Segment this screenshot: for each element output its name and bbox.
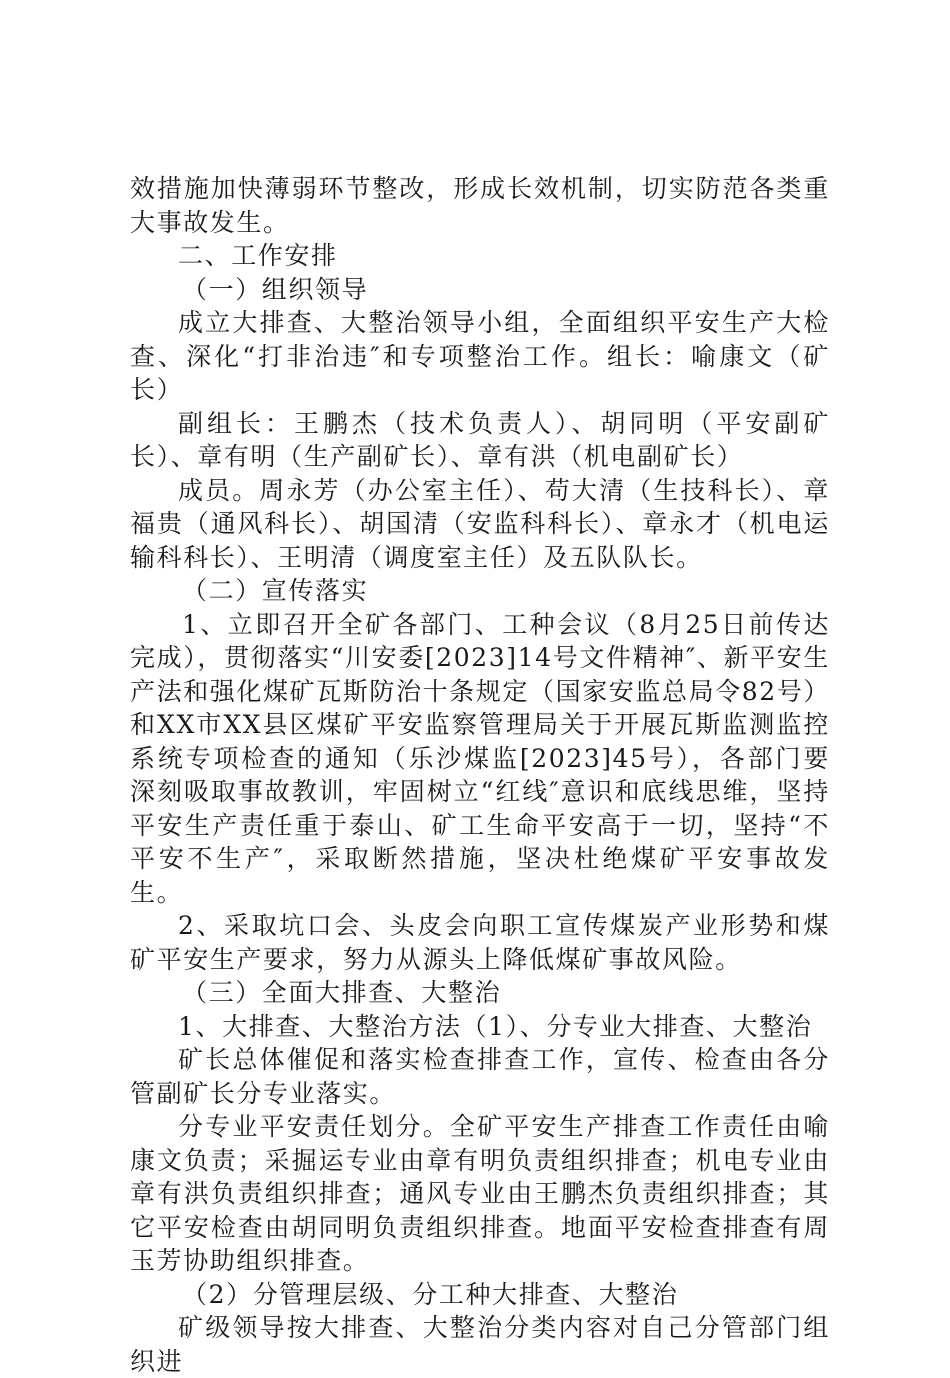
subheading-management-level: （2）分管理层级、分工种大排查、大整治 xyxy=(182,1279,679,1309)
paragraph-continuation: 效措施加快薄弱环节整改，形成长效机制，切实防范各类重大事故发生。 xyxy=(130,174,830,237)
document-body xyxy=(130,172,830,1378)
subheading-organization: （一）组织领导 xyxy=(182,274,369,304)
section-heading-work-arrangement: 二、工作安排 xyxy=(178,241,338,270)
paragraph-members: 成员。周永芳（办公室主任）、苟大清（生技科长）、章福贵（通风科长）、胡国清（安监科科长）、章永才（机电运输科科长）、王明清（调度室主任）及五队队长。 xyxy=(130,475,830,572)
subheading-inspection: （三）全面大排查、大整治 xyxy=(182,978,502,1007)
paragraph-inspection-method: 1、大排查、大整治方法（1）、分专业大排查、大整治 xyxy=(178,1011,813,1041)
paragraph-publicity-item-2: 2、采取坑口会、头皮会向职工宣传煤炭产业形势和煤矿平安生产要求，努力从源头上降低煤矿事故风险。 xyxy=(130,911,830,974)
paragraph-publicity-item-1: 1、立即召开全矿各部门、工种会议（8月25日前传达完成），贯彻落实“川安委[2023]14号文件精神″、新平安生产法和强化煤矿瓦斯防治十条规定（国家安监总局令82号）和XX市XX县区煤矿平安监察管理局关于开展瓦斯监测监控系统专项检查的通知（乐沙煤监[2023]45号），各部门要深刻吸取事故教训，牢固树立“红线″意识和底线思维，坚持平安生产责任重于泰山、矿工生命平安高于一切，坚持“不平安不生产″，采取断然措施，坚决杜绝煤矿平安事故发生。 xyxy=(130,609,831,907)
paragraph-mine-manager-duty: 矿长总体催促和落实检查排查工作，宣传、检查由各分管副矿长分专业落实。 xyxy=(130,1045,830,1108)
subheading-publicity: （二）宣传落实 xyxy=(182,576,369,605)
paragraph-leading-group: 成立大排查、大整治领导小组，全面组织平安生产大检查、深化“打非治违″和专项整治工作。组长：喻康文（矿长） xyxy=(130,308,830,404)
paragraph-deputy-leaders: 副组长：王鹏杰（技术负责人）、胡同明（平安副矿长）、章有明（生产副矿长）、章有洪（机电副矿长） xyxy=(130,408,830,471)
paragraph-leaders-organize: 矿级领导按大排查、大整治分类内容对自己分管部门组织进 xyxy=(130,1313,830,1376)
paragraph-responsibility-division: 分专业平安责任划分。全矿平安生产排查工作责任由喻康文负责；采掘运专业由章有明负责组织排查；机电专业由章有洪负责组织排查；通风专业由王鹏杰负责组织排查；其它平安检查由胡同明负责组织排查。地面平安检查排查有周玉芳协助组织排查。 xyxy=(130,1112,830,1275)
